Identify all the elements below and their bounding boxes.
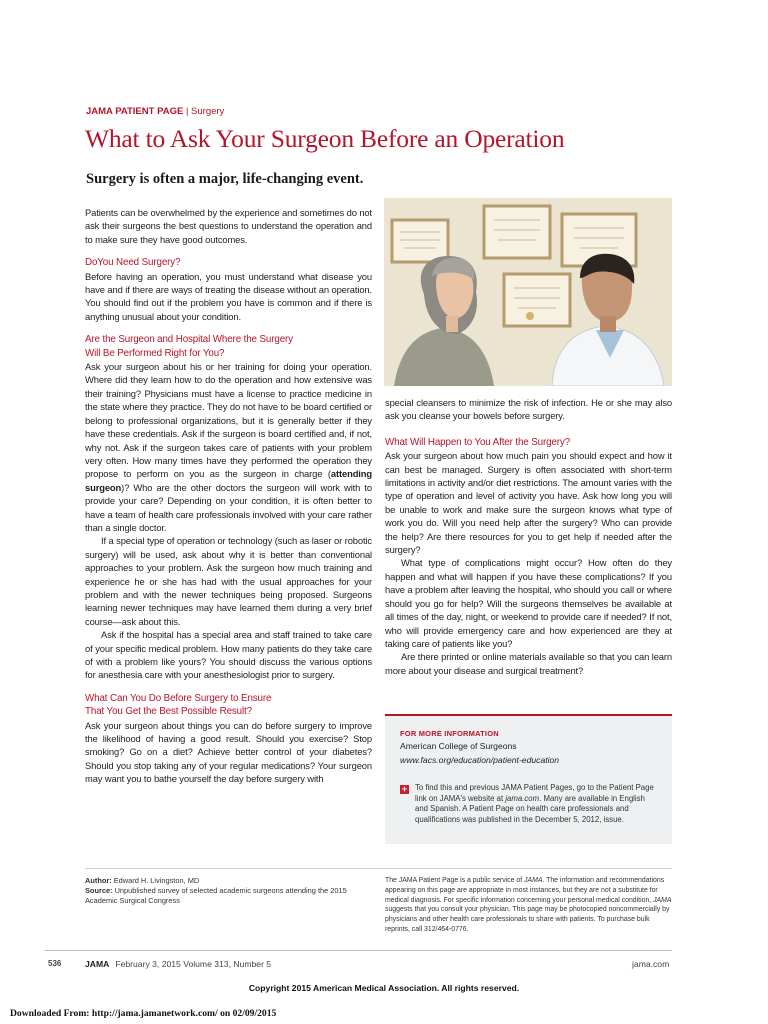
- author-name: Edward H. Livingston, MD: [113, 876, 200, 885]
- doctor-patient-illustration: [384, 198, 672, 386]
- heading-surgeon-hospital-line2: Will Be Performed Right for You?: [85, 347, 225, 359]
- paragraph-training-a: Ask your surgeon about his or her training for doing your operation. Where did they learn how to do the operation and how extensive was their training? Physicians must have a license to practice medicine in the state where they practice. They do not have to be board certified or belong to professional organizations, but it is generally better if they have these credentials. Ask if the surgeon is board certified and, if not, why not. Ask if the surgeon takes care of patients with your problem very often. How many times have they performed the operation they propose to perform on you as the surgeon in charge (: [85, 361, 372, 480]
- heading-before-surgery-line1: What Can You Do Before Surgery to Ensure: [85, 692, 272, 704]
- paragraph-training-b: )? Who are the other doctors the surgeon will work with to provide your care? Depending on your condition, it is often better to have a team of health care professionals involved with your care rather than a single doctor.: [85, 481, 372, 533]
- info-note-site[interactable]: jama.com: [505, 793, 540, 803]
- footer-site[interactable]: jama.com: [632, 959, 670, 969]
- attending-surgeon-term: attending surgeon: [85, 468, 372, 493]
- left-column: [85, 206, 372, 786]
- kicker-section: Surgery: [191, 106, 225, 117]
- paragraph-materials: Are there printed or online materials available so that you can learn more about your disease and surgical treatment?: [385, 651, 672, 676]
- info-note-b: . Many are available in English and Spanish. A Patient Page on health care professionals and qualifications was published in the December 5, 2012, issue.: [415, 793, 645, 825]
- public-service-note: [385, 876, 672, 935]
- paragraph-need-surgery: Before having an operation, you must understand what disease you have and if there are ways of treating the disease without an operation. You should find out if the problem you have is common and if there is anything unusual about your condition.: [85, 270, 372, 322]
- info-note-a: To find this and previous JAMA Patient Pages, go to the Patient Page link on JAMA's website at: [415, 783, 654, 803]
- public-note-b: . The information and recommendations appearing on this page are appropriate in most instances, but they are not a substitute for medical diagnosis. For specific information concerning your personal medical condition,: [385, 877, 665, 904]
- paragraph-technology: If a special type of operation or technology (such as laser or robotic surgery) will be used, ask about why it is better than conventional approaches to your problem. Ask the surgeon how much training and experience he or she has had with the usual approaches for your problem and with the newer techniques being proposed. Surgeons learning newer techniques may have learned them during a very brief course—ask about this.: [85, 535, 372, 627]
- footer-divider: [45, 950, 672, 951]
- info-heading: FOR MORE INFORMATION: [400, 729, 499, 738]
- right-column: [385, 396, 672, 677]
- paragraph-training: [85, 360, 372, 534]
- heading-before-surgery: [85, 692, 372, 719]
- public-note-a: The JAMA Patient Page is a public service of: [385, 877, 525, 884]
- paragraph-cleansers: special cleansers to minimize the risk of infection. He or she may also ask you cleanse your bowels before surgery.: [385, 397, 672, 422]
- paragraph-hospital: Ask if the hospital has a special area and staff trained to take care of your specific medical problem. How many patients do they take care of with a problem like yours? You should discuss the various options for anesthesia care with your anesthesiologist prior to surgery.: [85, 629, 372, 681]
- heading-need-surgery: DoYou Need Surgery?: [85, 257, 181, 269]
- intro-paragraph: Patients can be overwhelmed by the experience and sometimes do not ask their surgeons the best questions to understand the operation and to make sure they have good outcomes.: [85, 207, 372, 245]
- info-note: [415, 783, 660, 826]
- paragraph-complications: What type of complications might occur? How often do they happen and what will happen if you have these complications? If you have a problem after leaving the hospital, who should you call or where should you go for help? Will the surgeons themselves be available at all times of the day, night, or weekend to provide care if needed? If not, who will provide emergency care and how experienced are they at taking care of patients like you?: [385, 557, 672, 649]
- footer-journal: JAMA: [85, 959, 110, 969]
- heading-before-surgery-line2: That You Get the Best Possible Result?: [85, 706, 252, 718]
- info-organization: American College of Surgeons: [400, 741, 517, 751]
- copyright-notice: Copyright 2015 American Medical Association. All rights reserved.: [248, 983, 520, 993]
- info-url[interactable]: www.facs.org/education/patient-education: [400, 755, 560, 765]
- kicker: [86, 106, 224, 117]
- source-label: Source:: [85, 885, 113, 895]
- paragraph-pain: Ask your surgeon about how much pain you should expect and how it can best be managed. Surgery is often associated with short-term limitations in activity and/or diet restrictions. The amount varies with the type of operation and level of activity you have. Ask how long you will be unable to work and make sure the surgeon knows what type of work you do. Will you need help after the surgery? Who can provide the help? Are there resources for you to get help if needed after the surgery?: [385, 450, 672, 556]
- public-note-c: suggests that you consult your physician. This page may be photocopied noncommercially by physicians and other health care professionals to share with patients. To purchase bulk reprints, call 312/464-0776.: [385, 906, 670, 933]
- public-note-jama-2: JAMA: [653, 896, 672, 904]
- download-stamp: Downloaded From: http://jama.jamanetwork.com/ on 02/09/2015: [10, 1008, 277, 1019]
- author-label: Author:: [85, 876, 112, 885]
- public-note-jama: JAMA: [524, 877, 543, 884]
- page-number: 536: [48, 959, 62, 968]
- page-title: What to Ask Your Surgeon Before an Operation: [85, 124, 565, 153]
- kicker-separator: |: [185, 106, 189, 117]
- heading-surgeon-hospital-line1: Are the Surgeon and Hospital Where the Surgery: [85, 334, 293, 346]
- kicker-brand: JAMA PATIENT PAGE: [86, 106, 184, 117]
- credits-divider: [85, 868, 672, 869]
- heading-after-surgery: What Will Happen to You After the Surgery?: [385, 436, 571, 448]
- page-subtitle: Surgery is often a major, life-changing event.: [86, 171, 364, 187]
- author-credits: [85, 876, 375, 905]
- footer-issue-text: February 3, 2015 Volume 313, Number 5: [115, 959, 272, 969]
- paragraph-before-surgery: Ask your surgeon about things you can do before surgery to improve the likelihood of having a good result. Should you exercise? Stop smoking? Go on a diet? Achieve better control of your diabetes? Should you stop taking any of your regular medications? Your surgeon may want you to bathe yourself the day before surgery with: [85, 719, 372, 785]
- source-text: Unpublished survey of selected academic surgeons attending the 2015 Academic Surgical Congress: [85, 885, 347, 905]
- heading-surgeon-hospital: [85, 333, 372, 360]
- plus-icon: +: [401, 784, 408, 794]
- footer-issue: [85, 959, 271, 969]
